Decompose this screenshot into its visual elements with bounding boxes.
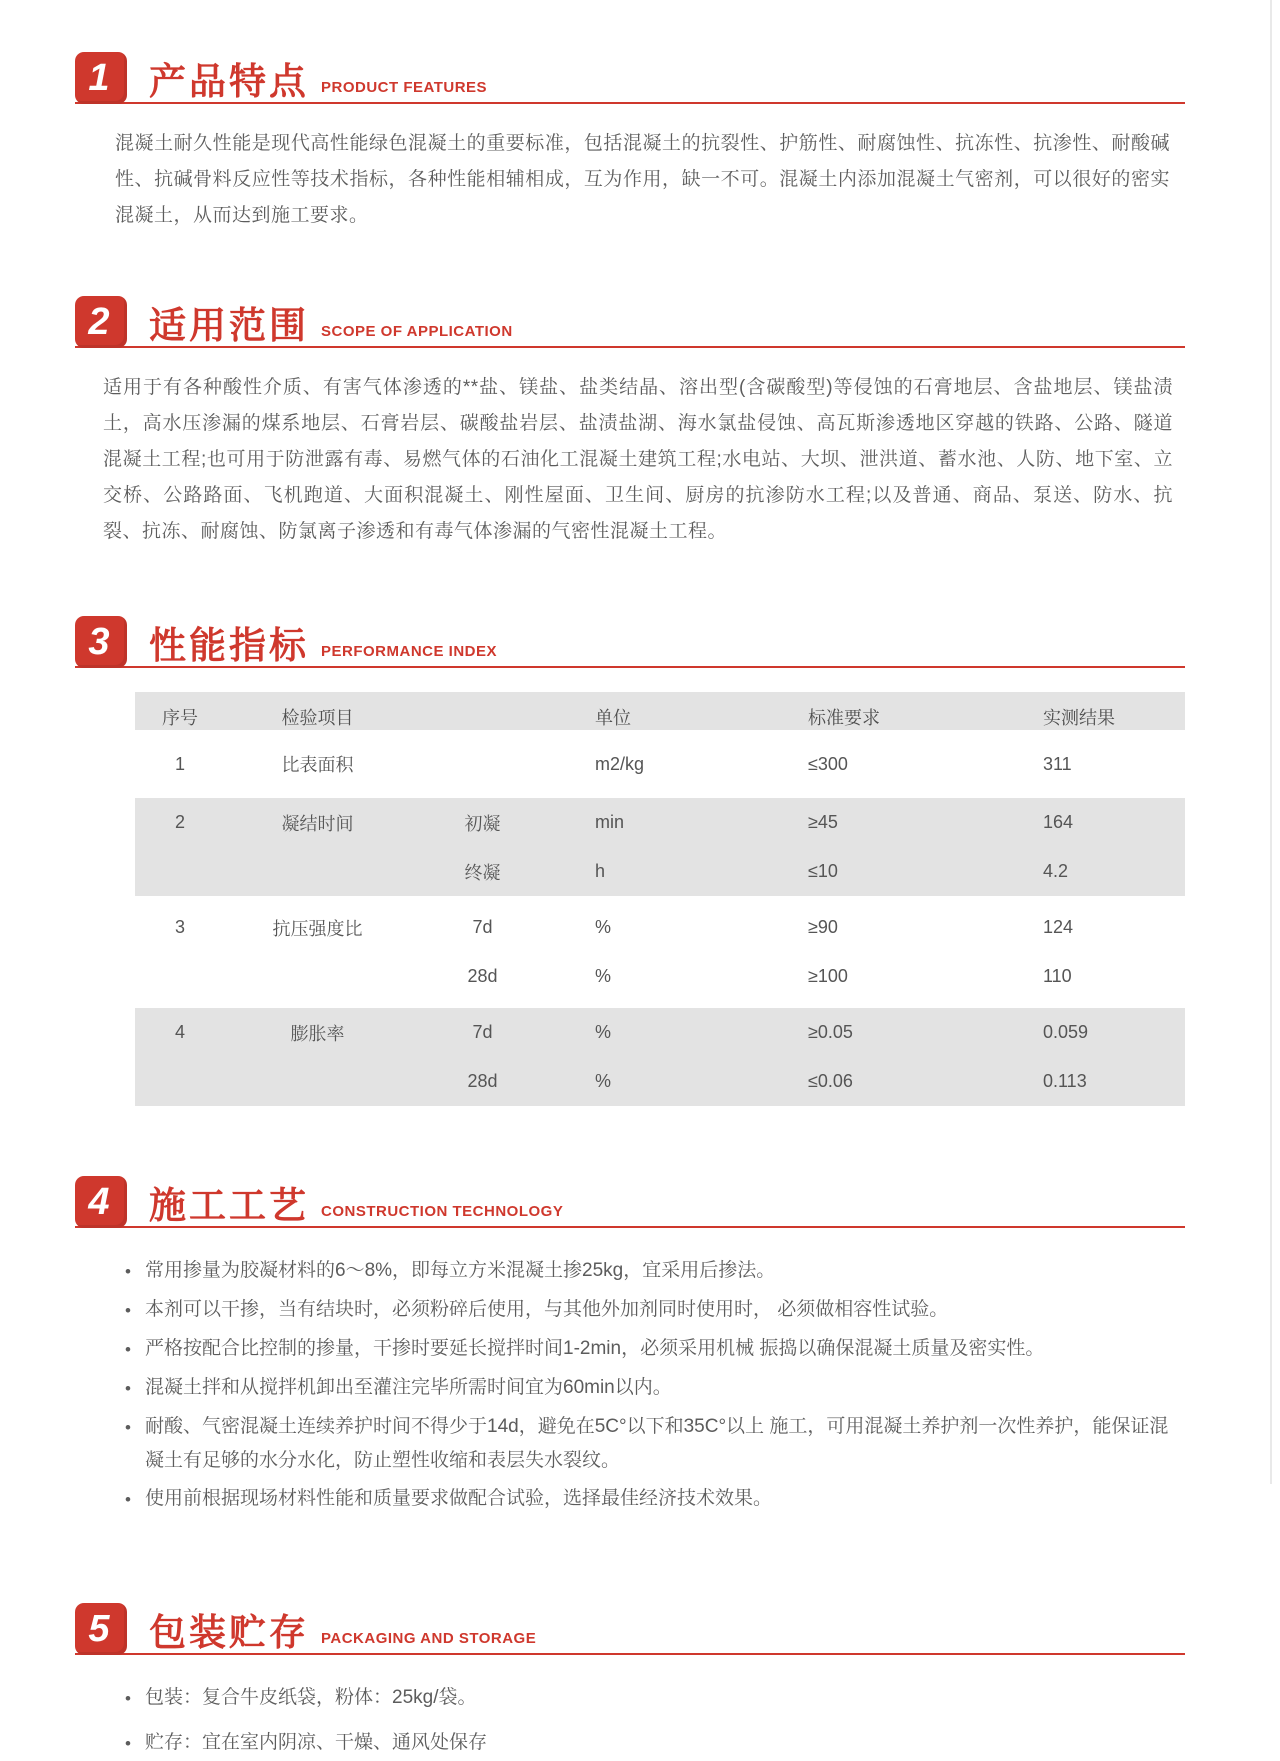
row-item: 膨胀率 (290, 1023, 345, 1044)
list-item (125, 1254, 1175, 1289)
bullet-icon: • (125, 1340, 131, 1359)
section-performance-index (75, 616, 1185, 1106)
row-standard: ≥45 (808, 812, 838, 832)
bullet-text: 贮存：宜在室内阴凉、干燥、通风处保存 (145, 1732, 488, 1753)
section-1-header (75, 52, 1185, 104)
row-unit: % (595, 966, 612, 986)
row-standard: ≤0.06 (808, 1071, 853, 1091)
list-item (125, 1410, 1175, 1478)
bullet-text: 本剂可以干掺，当有结块时，必须粉碎后使用，与其他外加剂同时使用时， 必须做相容性试验。 (145, 1299, 949, 1320)
section-number: 3 (88, 620, 110, 663)
performance-table (135, 692, 1185, 1106)
row-unit: h (595, 861, 606, 881)
row-item: 抗压强度比 (272, 918, 363, 939)
row-standard: ≤300 (808, 753, 848, 774)
row-unit: % (595, 1022, 612, 1042)
row-no: 3 (174, 917, 185, 937)
list-item (125, 1726, 1175, 1761)
section-3-number-badge (75, 616, 127, 668)
section-1-paragraph: 混凝土耐久性能是现代高性能绿色混凝土的重要标准，包括混凝土的抗裂性、护筋性、耐腐蚀性、抗冻性、抗渗性、耐酸碱性、抗碱骨料反应性等技术指标，各种性能相辅相成，互为作用，缺一不可。混凝土内添加混凝土气密剂，可以很好的密实混凝土，从而达到施工要求。 (115, 133, 1170, 226)
row-standard: ≥100 (808, 966, 848, 986)
section-title-zh: 性能指标 (149, 625, 309, 666)
list-item (125, 1681, 1175, 1716)
col-header-unit: 单位 (595, 707, 631, 728)
section-title-zh: 适用范围 (149, 305, 309, 346)
table-row (135, 798, 1185, 896)
row-standard: ≤10 (808, 861, 838, 881)
list-item (125, 1332, 1175, 1367)
section-5-header (75, 1603, 1185, 1655)
bullet-icon: • (125, 1262, 131, 1281)
bullet-icon: • (125, 1734, 131, 1753)
section-scope-of-application (75, 296, 1185, 550)
table-row (135, 1008, 1185, 1106)
row-result: 124 (1043, 917, 1074, 937)
section-number: 1 (88, 56, 110, 99)
bullet-icon: • (125, 1301, 131, 1320)
section-5-number-badge (75, 1603, 127, 1655)
row-sub: 初凝 (464, 813, 501, 834)
section-4-header (75, 1176, 1185, 1228)
row-no: 2 (174, 812, 185, 832)
section-3-header (75, 616, 1185, 668)
packaging-bullet-list (125, 1681, 1175, 1761)
bullet-text: 常用掺量为胶凝材料的6～8%，即每立方米混凝土掺25kg，宜采用后掺法。 (145, 1260, 776, 1281)
section-2-paragraph: 适用于有各种酸性介质、有害气体渗透的**盐、镁盐、盐类结晶、溶出型(含碳酸型)等侵蚀的石膏地层、含盐地层、镁盐渍土，高水压渗漏的煤系地层、石膏岩层、碳酸盐岩层、盐渍盐湖、海水氯盐侵蚀、高瓦斯渗透地区穿越的铁路、公路、隧道混凝土工程;也可用于防泄露有毒、易燃气体的石油化工混凝土建筑工程;水电站、大坝、泄洪道、蓄水池、人防、地下室、立交桥、公路路面、飞机跑道、大面积混凝土、刚性屋面、卫生间、厨房的抗渗防水工程;以及普通、商品、泵送、防水、抗裂、抗冻、耐腐蚀、防氯离子渗透和有毒气体渗漏的气密性混凝土工程。 (103, 377, 1173, 542)
row-sub: 终凝 (464, 862, 501, 883)
row-unit: % (595, 917, 612, 937)
col-header-result: 实测结果 (1043, 707, 1115, 728)
col-header-sub (410, 692, 555, 741)
row-unit: min (595, 812, 625, 832)
bullet-icon: • (125, 1689, 131, 1708)
section-4-number-badge (75, 1176, 127, 1228)
row-item: 比表面积 (281, 755, 354, 775)
table-row (135, 737, 1185, 791)
bullet-text: 使用前根据现场材料性能和质量要求做配合试验，选择最佳经济技术效果。 (145, 1488, 773, 1509)
section-construction-technology (75, 1176, 1185, 1517)
row-result: 0.059 (1043, 1022, 1089, 1042)
table-header-row (135, 692, 1185, 730)
section-1-number-badge (75, 52, 127, 104)
row-sub: 28d (467, 1071, 498, 1091)
section-title-en: PACKAGING AND STORAGE (321, 1630, 537, 1647)
bullet-text: 混凝土拌和从搅拌机卸出至灌注完毕所需时间宜为60min以内。 (145, 1377, 672, 1398)
section-number: 4 (88, 1180, 110, 1223)
row-result: 110 (1043, 966, 1072, 986)
section-packaging-and-storage (75, 1603, 1185, 1761)
row-sub: 28d (467, 966, 498, 986)
row-result: 164 (1043, 812, 1074, 832)
table-row (135, 903, 1185, 1001)
section-title-zh: 施工工艺 (149, 1185, 309, 1226)
col-header-item: 检验项目 (281, 707, 354, 728)
bullet-icon: • (125, 1490, 131, 1509)
row-no: 1 (174, 753, 185, 774)
col-header-no: 序号 (162, 707, 198, 728)
row-sub (410, 737, 555, 791)
row-unit: m2/kg (595, 753, 645, 774)
row-standard: ≥0.05 (808, 1022, 853, 1042)
section-title-zh: 产品特点 (149, 61, 309, 102)
list-item (125, 1482, 1175, 1517)
bullet-icon: • (125, 1418, 131, 1437)
row-item: 凝结时间 (281, 813, 354, 834)
section-number: 5 (88, 1607, 110, 1650)
row-result: 0.113 (1043, 1071, 1087, 1091)
section-2-number-badge (75, 296, 127, 348)
page-right-edge-line (1270, 0, 1272, 1484)
bullet-text: 耐酸、气密混凝土连续养护时间不得少于14d，避免在5C°以下和35C°以上 施工，可用混凝土养护剂一次性养护，能保证混凝土有足够的水分水化，防止塑性收缩和表层失水裂纹。 (145, 1416, 1169, 1471)
construction-bullet-list (125, 1254, 1175, 1517)
section-product-features (75, 0, 1185, 234)
bullet-text: 严格按配合比控制的掺量，干掺时要延长搅拌时间1-2min，必须采用机械 振捣以确保混凝土质量及密实性。 (145, 1338, 1045, 1359)
list-item (125, 1371, 1175, 1406)
section-2-header (75, 296, 1185, 348)
row-no: 4 (174, 1022, 185, 1042)
bullet-icon: • (125, 1379, 131, 1398)
bullet-text: 包装：复合牛皮纸袋，粉体：25kg/袋。 (145, 1687, 477, 1708)
section-title-en: PERFORMANCE INDEX (321, 643, 498, 660)
row-sub: 7d (472, 1022, 493, 1042)
section-title-en: PRODUCT FEATURES (321, 79, 488, 96)
row-unit: % (595, 1071, 612, 1091)
row-result: 4.2 (1043, 861, 1069, 881)
section-title-en: CONSTRUCTION TECHNOLOGY (321, 1203, 564, 1220)
list-item (125, 1293, 1175, 1328)
section-title-en: SCOPE OF APPLICATION (321, 323, 513, 340)
row-standard: ≥90 (808, 917, 838, 937)
row-sub: 7d (472, 917, 493, 937)
section-number: 2 (88, 300, 110, 343)
col-header-standard: 标准要求 (808, 707, 880, 728)
section-title-zh: 包装贮存 (149, 1612, 309, 1653)
row-result: 311 (1043, 753, 1072, 774)
